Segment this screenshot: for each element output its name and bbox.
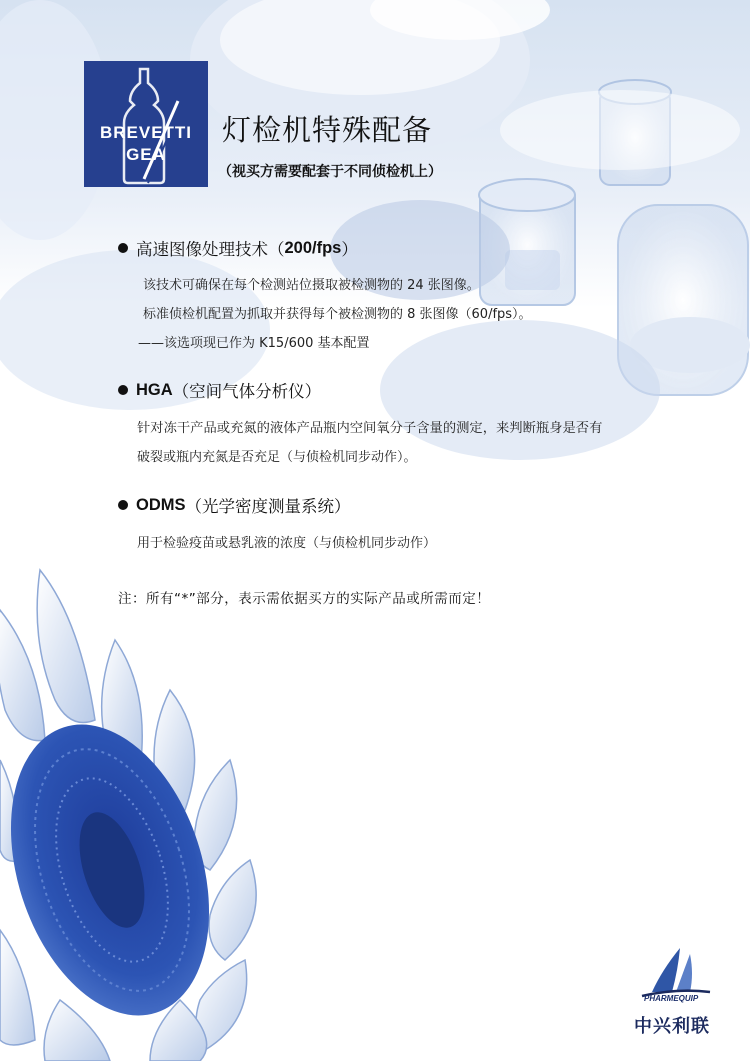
logo-text-line2: GEA xyxy=(126,145,166,164)
pharmequip-brand-logo xyxy=(632,940,722,1040)
section-heading-odms xyxy=(118,493,351,517)
page-subtitle: （视买方需要配套于不同侦检机上） xyxy=(218,164,442,180)
section-1-line-1: 该技术可确保在每个检测站位摄取被检测物的 24 张图像。 xyxy=(143,278,480,293)
sail-logo-icon xyxy=(632,940,722,1000)
page-title: 灯检机特殊配备 xyxy=(222,113,433,147)
section-1-line-2: 标准侦检机配置为抓取并获得每个被检测物的 8 张图像（60/fps）。 xyxy=(143,307,532,322)
section-heading-cn: （空间气体分析仪） xyxy=(172,382,322,401)
brevetti-gea-logo xyxy=(84,61,208,187)
section-heading-cn: （光学密度测量系统） xyxy=(185,497,351,516)
section-1-line-3: ——该选项现已作为 K15/600 基本配置 xyxy=(138,336,370,351)
section-heading-cn: 高速图像处理技术（ xyxy=(136,240,285,259)
section-heading-en: HGA xyxy=(136,380,173,399)
section-3-line-1: 用于检验疫苗或悬乳液的浓度（与侦检机同步动作） xyxy=(137,536,437,551)
section-heading-en: ODMS xyxy=(136,495,186,514)
brand-name-en: PHARMEQUIP xyxy=(644,994,699,1003)
bullet-icon xyxy=(118,243,128,253)
bullet-icon xyxy=(118,500,128,510)
section-heading-tail: ） xyxy=(341,240,358,259)
logo-text-line1: BREVETTI xyxy=(99,123,193,142)
bullet-icon xyxy=(118,385,128,395)
brand-name-cn: 中兴利联 xyxy=(634,1016,710,1037)
section-heading-hga xyxy=(118,378,321,402)
footnote: 注：所有“*”部分，表示需依据买方的实际产品或所需而定！ xyxy=(118,591,491,607)
section-heading-en: 200/fps xyxy=(284,238,342,257)
section-heading-high-speed-imaging xyxy=(118,236,358,260)
section-2-line-1: 针对冻干产品或充氮的液体产品瓶内空间氧分子含量的测定，来判断瓶身是否有 xyxy=(137,421,603,436)
section-2-line-2: 破裂或瓶内充氮是否充足（与侦检机同步动作）。 xyxy=(137,450,417,465)
